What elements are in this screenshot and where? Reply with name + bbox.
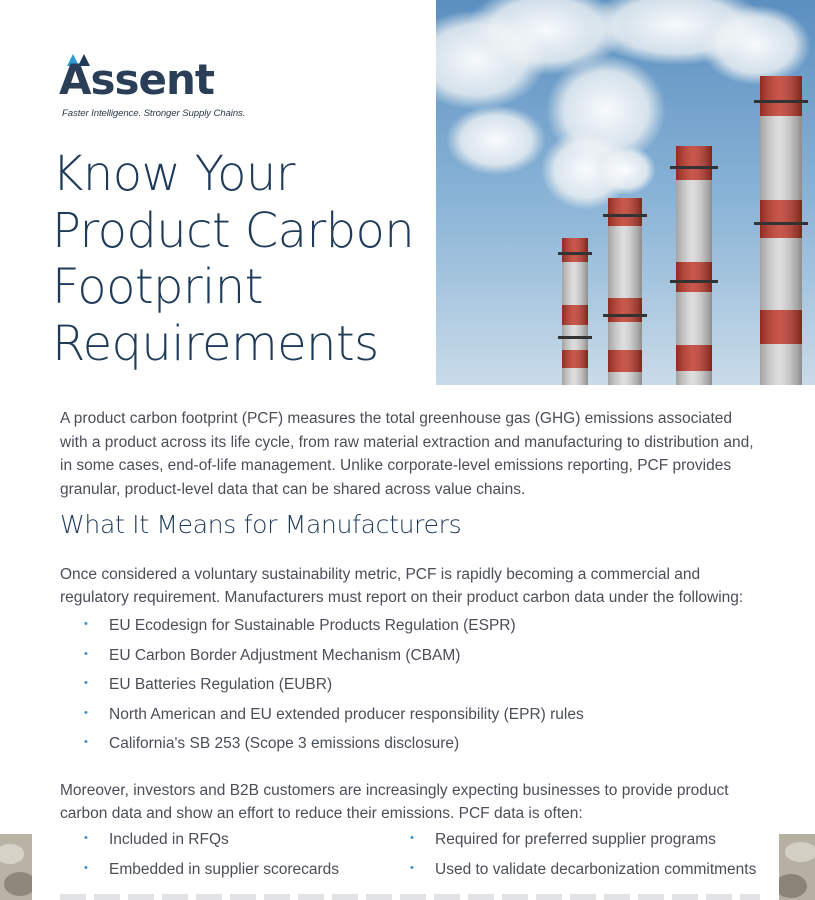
list-item-text: Required for preferred supplier programs: [435, 831, 716, 848]
brand-logo: [59, 52, 259, 122]
expectations-paragraph: Moreover, investors and B2B customers are increasingly expecting businesses to provide product carbon data and show an effort to reduce their emissions. PCF data is often:: [60, 782, 729, 822]
bullet-icon: •: [84, 706, 88, 719]
title-line: Footprint: [52, 259, 263, 315]
bullet-icon: •: [84, 736, 88, 749]
list-item-text: California's SB 253 (Scope 3 emissions disclosure): [109, 735, 460, 753]
page-title: [52, 146, 442, 372]
list-item-text: EU Batteries Regulation (EUBR): [109, 676, 333, 694]
uses-list-left: [84, 829, 339, 888]
bullet-icon: •: [84, 618, 88, 630]
list-item: [84, 674, 584, 704]
logo-wordmark: Assent: [59, 55, 214, 104]
list-item-text: Used to validate decarbonization commitments: [435, 861, 757, 878]
list-item: [84, 733, 584, 763]
intro-paragraph: A product carbon footprint (PCF) measures the total greenhouse gas (GHG) emissions associated with a product across its life cycle, from raw material extraction and manufacturing to distribution and, in some cases, end-of-life management. Unlike corporate-level emissions reporting, PCF provides granular, product-level data that can be shared across value chains.: [60, 410, 754, 499]
list-item: [84, 829, 339, 859]
bullet-icon: •: [84, 861, 88, 874]
bullet-icon: •: [410, 832, 414, 844]
list-item: [84, 645, 584, 675]
cut-off-text-line: [60, 893, 760, 900]
title-line: Know Your: [52, 146, 295, 202]
logo-tagline: Faster Intelligence. Stronger Supply Chains.: [62, 108, 246, 119]
section-heading: What It Means for Manufacturers: [60, 510, 462, 539]
list-item: [84, 859, 339, 889]
title-line: Requirements: [52, 315, 379, 372]
hero-photo-smokestacks: [436, 0, 815, 385]
decorative-edge-image-right: [779, 834, 815, 900]
list-item: [84, 615, 584, 645]
regulations-list: [84, 615, 584, 763]
bullet-icon: •: [84, 832, 88, 844]
list-item: [410, 859, 756, 889]
uses-list-right: [410, 829, 756, 889]
list-item: [84, 704, 584, 734]
bullet-icon: •: [84, 647, 88, 660]
list-item-text: EU Ecodesign for Sustainable Products Regulation (ESPR): [109, 617, 516, 634]
list-item-text: EU Carbon Border Adjustment Mechanism (CBAM): [109, 646, 461, 664]
list-item-text: Included in RFQs: [109, 831, 229, 848]
decorative-edge-image-left: [0, 834, 32, 900]
bullet-icon: •: [410, 862, 414, 874]
bullet-icon: •: [84, 677, 88, 690]
requirements-paragraph: Once considered a voluntary sustainability metric, PCF is rapidly becoming a commercial and regulatory requirement. Manufacturers must report on their product carbon data under the following:: [60, 566, 744, 606]
list-item-text: Embedded in supplier scorecards: [109, 860, 340, 878]
list-item: [410, 829, 756, 859]
list-item-text: North American and EU extended producer responsibility (EPR) rules: [109, 705, 584, 723]
title-line: Product Carbon: [52, 202, 415, 259]
